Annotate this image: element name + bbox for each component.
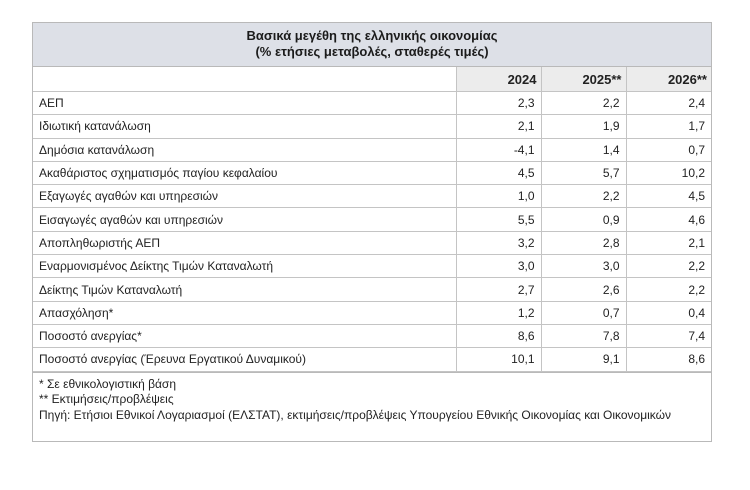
cell-2026: 4,6	[626, 208, 711, 231]
header-blank-cell	[33, 67, 456, 92]
cell-2025: 2,6	[541, 278, 626, 301]
cell-2026: 2,4	[626, 92, 711, 115]
column-header-2026: 2026**	[626, 67, 711, 92]
table-row	[33, 138, 711, 161]
table-title-box	[33, 23, 711, 67]
cell-2025: 1,4	[541, 138, 626, 161]
table-row	[33, 255, 711, 278]
row-label: Ιδιωτική κατανάλωση	[33, 115, 456, 138]
row-label: Εξαγωγές αγαθών και υπηρεσιών	[33, 185, 456, 208]
footnote-estimates: ** Εκτιμήσεις/προβλέψεις	[39, 391, 174, 406]
cell-2026: 0,7	[626, 138, 711, 161]
row-label: Ποσοστό ανεργίας*	[33, 324, 456, 347]
table-row	[33, 348, 711, 371]
table-row	[33, 92, 711, 115]
table-title: Βασικά μεγέθη της ελληνικής οικονομίας	[246, 28, 498, 43]
cell-2024: 8,6	[456, 324, 541, 347]
cell-2025: 0,7	[541, 301, 626, 324]
cell-2025: 2,2	[541, 92, 626, 115]
cell-2025: 9,1	[541, 348, 626, 371]
cell-2026: 0,4	[626, 301, 711, 324]
column-header-2025: 2025**	[541, 67, 626, 92]
cell-2025: 0,9	[541, 208, 626, 231]
table-row	[33, 301, 711, 324]
cell-2026: 10,2	[626, 161, 711, 184]
table-row	[33, 278, 711, 301]
cell-2025: 2,2	[541, 185, 626, 208]
cell-2024: 4,5	[456, 161, 541, 184]
cell-2024: 3,0	[456, 255, 541, 278]
cell-2026: 4,5	[626, 185, 711, 208]
cell-2024: 3,2	[456, 231, 541, 254]
table-notes	[33, 372, 711, 441]
table-row	[33, 324, 711, 347]
table-row	[33, 231, 711, 254]
table-row	[33, 161, 711, 184]
cell-2024: 2,3	[456, 92, 541, 115]
table-subtitle: (% ετήσιες μεταβολές, σταθερές τιμές)	[255, 44, 489, 59]
column-header-2024: 2024	[456, 67, 541, 92]
cell-2025: 3,0	[541, 255, 626, 278]
row-label: Ποσοστό ανεργίας (Έρευνα Εργατικού Δυναμικού)	[33, 348, 456, 371]
cell-2026: 2,1	[626, 231, 711, 254]
header-row	[33, 67, 711, 92]
table-row	[33, 115, 711, 138]
cell-2024: -4,1	[456, 138, 541, 161]
row-label: Εναρμονισμένος Δείκτης Τιμών Καταναλωτή	[33, 255, 456, 278]
row-label: Αποπληθωριστής ΑΕΠ	[33, 231, 456, 254]
cell-2026: 8,6	[626, 348, 711, 371]
cell-2025: 7,8	[541, 324, 626, 347]
cell-2024: 5,5	[456, 208, 541, 231]
row-label: Ακαθάριστος σχηματισμός παγίου κεφαλαίου	[33, 161, 456, 184]
cell-2025: 2,8	[541, 231, 626, 254]
data-table	[33, 67, 711, 372]
row-label: Εισαγωγές αγαθών και υπηρεσιών	[33, 208, 456, 231]
economic-indicators-table	[32, 22, 712, 442]
cell-2024: 2,1	[456, 115, 541, 138]
cell-2026: 7,4	[626, 324, 711, 347]
row-label: ΑΕΠ	[33, 92, 456, 115]
table-row	[33, 185, 711, 208]
row-label: Απασχόληση*	[33, 301, 456, 324]
cell-2026: 2,2	[626, 255, 711, 278]
cell-2025: 5,7	[541, 161, 626, 184]
row-label: Δημόσια κατανάλωση	[33, 138, 456, 161]
cell-2024: 1,0	[456, 185, 541, 208]
table-row	[33, 208, 711, 231]
cell-2024: 2,7	[456, 278, 541, 301]
footnote-national-accounts: * Σε εθνικολογιστική βάση	[39, 376, 176, 391]
cell-2026: 2,2	[626, 278, 711, 301]
cell-2024: 10,1	[456, 348, 541, 371]
cell-2025: 1,9	[541, 115, 626, 138]
cell-2024: 1,2	[456, 301, 541, 324]
cell-2026: 1,7	[626, 115, 711, 138]
source-note: Πηγή: Ετήσιοι Εθνικοί Λογαριασμοί (ΕΛΣΤΑΤ), εκτιμήσεις/προβλέψεις Υπουργείου Εθνικής Οικονομίας και Οικονομικών	[39, 407, 671, 422]
row-label: Δείκτης Τιμών Καταναλωτή	[33, 278, 456, 301]
